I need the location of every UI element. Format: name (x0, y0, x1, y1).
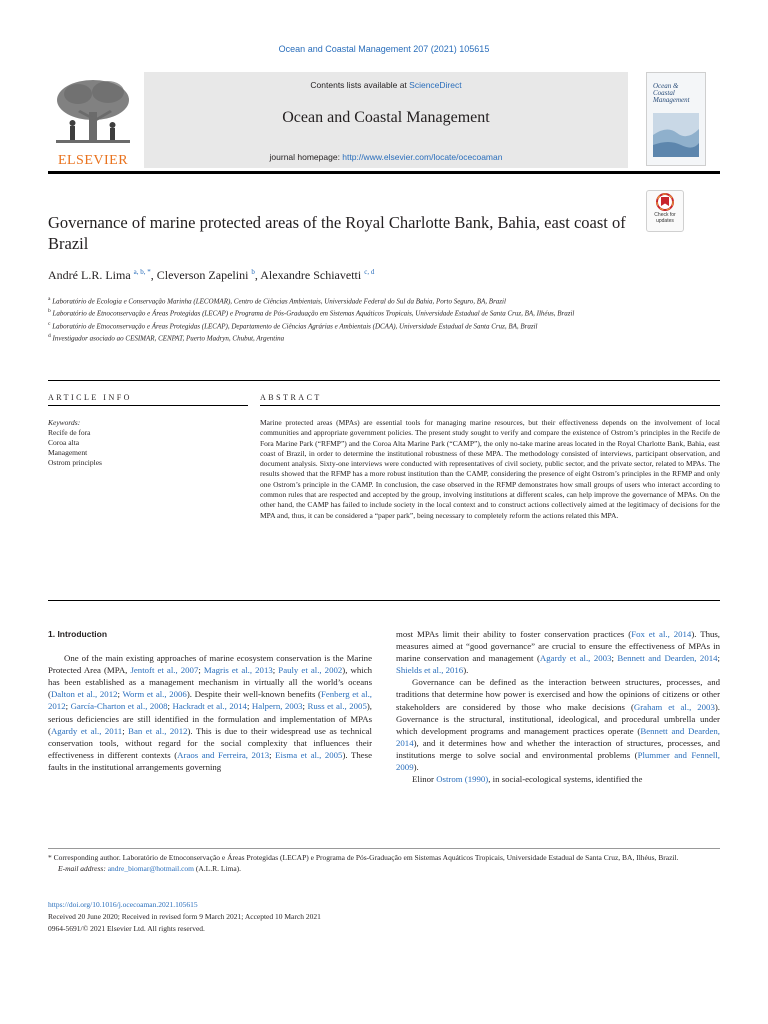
author-affiliation-marks[interactable]: b (251, 268, 255, 276)
author-name[interactable]: Cleverson Zapelini (156, 268, 249, 282)
paragraph-text: ), and it determines how and whether the interaction of structures, processes, and institutions merge to solve social and environmental problems ( (396, 737, 720, 760)
sciencedirect-link[interactable]: ScienceDirect (409, 80, 462, 90)
citation-link[interactable]: Ostrom (1990) (436, 774, 489, 785)
author-name[interactable]: Alexandre Schiavetti (260, 268, 362, 282)
paragraph-text: ; (302, 701, 308, 712)
paragraph-text: ; (611, 653, 618, 664)
paragraph-text: ; (122, 725, 129, 736)
paragraph-text: ). These faults in the institutional arrangements governing (48, 749, 372, 772)
affiliation-key: b (48, 308, 51, 315)
abstract-underline (260, 405, 720, 406)
citation-link[interactable]: García-Charton et al., 2008 (70, 701, 168, 712)
paragraph-text: ). Despite their well-known benefits ( (186, 689, 321, 700)
citation-link[interactable]: Araos and Ferreira, 2013 (177, 749, 270, 760)
paragraph-text: One of the main existing approaches of marine ecosystem conservation is the Marine Protected Area (MPA, (48, 653, 372, 676)
doi-link[interactable]: https://doi.org/10.1016/j.ocecoaman.2021.105615 (48, 900, 198, 909)
paragraph-text: Elinor (412, 774, 437, 785)
journal-reference[interactable]: Ocean and Coastal Management 207 (2021) 105615 (278, 44, 490, 54)
paragraph-text: Governance can be defined as the interaction between structures, processes, and traditions that determine how power is exercised and how the opinions of citizens or other stakeholders are considered by those who make decisions ( (396, 677, 720, 712)
body-column-right (396, 628, 720, 785)
abstract-bottom-divider (48, 600, 720, 601)
citation-link[interactable]: Halpern, 2003 (251, 701, 303, 712)
paragraph-text: ), which has been established as a management mechanism in virtually all the world’s oceans ( (48, 665, 372, 700)
cover-art-icon (647, 73, 705, 165)
email-line (48, 863, 720, 874)
affiliation-key: d (48, 332, 51, 339)
citation-link[interactable]: Eisma et al., 2005 (275, 749, 343, 760)
keyword: Coroa alta (48, 438, 80, 447)
abstract-heading: ABSTRACT (260, 393, 322, 402)
paragraph-text: ). This is due to their widespread use as technical conservation tools, without regard for the social complexity that influences their effectiveness in different contexts ( (48, 725, 372, 760)
affiliation-text: Laboratório de Etnoconservação e Áreas Protegidas (LECAP) e Programa de Pós-Graduação em Sistemas Aquáticos Tropicais, Universidade Estadual de Santa Cruz, BA, Ilhéus, Brazil (52, 309, 575, 318)
body-paragraph (48, 652, 372, 773)
section-heading-introduction: 1. Introduction (48, 629, 108, 639)
body-column-left (48, 628, 372, 773)
citation-link[interactable]: Magris et al., 2013 (203, 665, 273, 676)
footnote-text: * Corresponding author. Laboratório de Etnoconservação e Áreas Protegidas (LECAP) e Programa de Pós-Graduação em Sistemas Aquáticos Tropicais, Universidade Estadual de Santa Cruz, BA, Ilhéus, Brazil. (48, 853, 679, 862)
affiliation-key: c (48, 320, 51, 327)
article-info-underline (48, 405, 248, 406)
body-paragraph (396, 676, 720, 773)
citation-link[interactable]: Fox et al., 2014 (631, 629, 692, 639)
affiliation (48, 331, 678, 343)
email-label: E-mail address: (58, 864, 108, 873)
homepage-line (144, 152, 628, 162)
body-paragraph (396, 628, 720, 676)
contents-line (144, 80, 628, 90)
paragraph-text: ). Thus, measures aimed at “good governance” are crucial to ensure the effectiveness of MPAs in marine conservation and management ( (396, 629, 720, 664)
paragraph-text: ; (272, 665, 279, 676)
check-updates-label: Check for updates (654, 212, 676, 224)
affiliation-text: Laboratório de Ecologia e Conservação Marinha (LECOMAR), Centro de Ciências Ambientais, Universidade Federal do Sul da Bahia, Porto Seguro, BA, Brazil (52, 297, 506, 306)
author-list (48, 268, 688, 283)
author-affiliation-marks[interactable]: a, b, * (133, 268, 151, 276)
keyword: Recife de fora (48, 428, 91, 437)
affiliation (48, 306, 678, 318)
paragraph-text: ; (246, 701, 252, 712)
citation-link[interactable]: Jentoft et al., 2007 (130, 665, 199, 676)
cover-title: Ocean & Coastal Management (653, 82, 690, 104)
affiliation (48, 319, 678, 331)
author-separator: , (150, 268, 157, 282)
citation-link[interactable]: Bennett and Dearden, 2014 (617, 653, 718, 664)
author-name[interactable]: André L.R. Lima (48, 268, 131, 282)
corresponding-author-footnote (48, 852, 720, 874)
citation-link[interactable]: Agardy et al., 2003 (539, 653, 612, 664)
contents-prefix: Contents lists available at (310, 80, 410, 90)
paragraph-text: ). (463, 665, 469, 676)
citation-link[interactable]: Fenberg et al., 2012 (48, 689, 372, 712)
citation-link[interactable]: Bennett and Dearden, 2014 (396, 725, 720, 748)
received-dates: Received 20 June 2020; Received in revised form 9 March 2021; Accepted 10 March 2021 (48, 912, 321, 921)
citation-link[interactable]: Russ et al., 2005 (307, 701, 367, 712)
publisher-name: ELSEVIER (57, 153, 129, 168)
elsevier-logo (48, 76, 138, 168)
journal-homepage-link[interactable]: http://www.elsevier.com/locate/ocecoaman (342, 152, 503, 162)
elsevier-tree-icon (48, 76, 138, 154)
check-for-updates-button[interactable] (646, 190, 684, 232)
article-title: Governance of marine protected areas of the Royal Charlotte Bank, Bahia, east coast of Brazil (48, 213, 626, 253)
paragraph-text: ; (65, 701, 71, 712)
check-updates-icon (647, 191, 683, 213)
paragraph-text: ; (117, 689, 123, 700)
keywords-label: Keywords: (48, 418, 81, 427)
copyright-notice: 0964-5691/© 2021 Elsevier Ltd. All rights reserved. (48, 924, 205, 933)
paragraph-text: ; (269, 749, 276, 760)
affiliation-text: Investigador asociado ao CESIMAR, CENPAT, Puerto Madryn, Chubut, Argentina (52, 334, 285, 343)
paragraph-text: ; (717, 653, 720, 664)
article-info-divider (48, 380, 720, 381)
affiliation-text: Laboratório de Etnoconservação e Áreas Protegidas (LECAP), Departamento de Ciências Agrárias e Ambientais (DCAA), Universidade Estadual de Santa Cruz, BA, Brazil (52, 321, 538, 330)
citation-link[interactable]: Dalton et al., 2012 (50, 689, 118, 700)
keyword: Ostrom principles (48, 458, 102, 467)
citation-link[interactable]: Plummer and Fennell, 2009 (396, 749, 720, 773)
affiliation (48, 294, 678, 306)
citation-link[interactable]: Graham et al., 2003 (633, 701, 715, 712)
affiliations (48, 294, 678, 343)
citation-link[interactable]: Ban et al., 2012 (128, 725, 188, 736)
author-email-link[interactable]: andre_biomar@hotmail.com (107, 864, 194, 873)
paragraph-text: , in social-ecological systems, identified the (488, 774, 643, 785)
author-affiliation-marks[interactable]: c, d (364, 268, 375, 276)
homepage-prefix: journal homepage: (269, 152, 343, 162)
journal-header (48, 72, 628, 168)
footnote-divider (48, 848, 720, 849)
author-separator: , (254, 268, 261, 282)
email-suffix: (A.L.R. Lima). (193, 864, 242, 873)
paragraph-text: most MPAs limit their ability to foster conservation practices ( (396, 629, 632, 639)
citation-link[interactable]: Worm et al., 2006 (122, 689, 187, 700)
header-divider (48, 171, 720, 174)
article-info-heading: ARTICLE INFO (48, 393, 132, 402)
citation-link[interactable]: Shields et al., 2016 (396, 665, 464, 676)
citation-link[interactable]: Agardy et al., 2011 (50, 725, 123, 736)
paragraph-text: ; (198, 665, 204, 676)
paragraph-text: ; (167, 701, 173, 712)
affiliation-key: a (48, 296, 51, 302)
journal-title: Ocean and Coastal Management (282, 109, 490, 126)
citation-link[interactable]: Pauly et al., 2002 (278, 665, 343, 676)
abstract-text: Marine protected areas (MPAs) are essential tools for managing marine resources, but their effectiveness depends on the involvement of local communities and appropriate government policies. The present study sought to verify and compare the existence of Ostrom’s principles in the Recife de Fora Marine Park (“RFMP”) and the Coroa Alta Marine Park (“CAMP”), the only no-take marine areas located in the Royal Charlotte Bank, Bahia, east coast of Brazil, in order to determine the institutional robustness of these MPA. The methodology consisted of interviews, participant observation, and document analysis. Sixty-one interviews were conducted with representatives of civil society, public sector, and the private sector, related to MPAs. The results showed that the RFMP has a more robust institution than the CAMP, considering the presence of eight Ostrom’s principles in the RFMP and only one Ostrom’s principle in the CAMP. In conclusion, the case observed in the RFMP demonstrates how small groups of users who interact according to common rules that are respected and accepted by the group, involving institutions at different scales, can help improve the governance of MPAs. On the other hand, the CAMP has failed to include society in the local context and to construct actions collectively aimed at the legitimacy of decisions for the MPA and, thus, it can be considered a “paper park”, being necessary to completely reform the actions related this MPA. (260, 418, 720, 520)
keyword: Management (48, 448, 88, 457)
keywords-block (48, 418, 248, 468)
paragraph-text: ). Governance is the structural, institutional, ideological, and procedural umbrella under which development programs and management practices operate ( (396, 701, 720, 736)
body-paragraph (396, 773, 720, 785)
paragraph-text: ). (413, 762, 419, 773)
journal-cover-thumbnail[interactable] (646, 72, 706, 166)
citation-link[interactable]: Hackradt et al., 2014 (172, 701, 247, 712)
paragraph-text: ), serious deficiencies are still identified in the formulation and implementation of MPAs ( (48, 701, 372, 736)
